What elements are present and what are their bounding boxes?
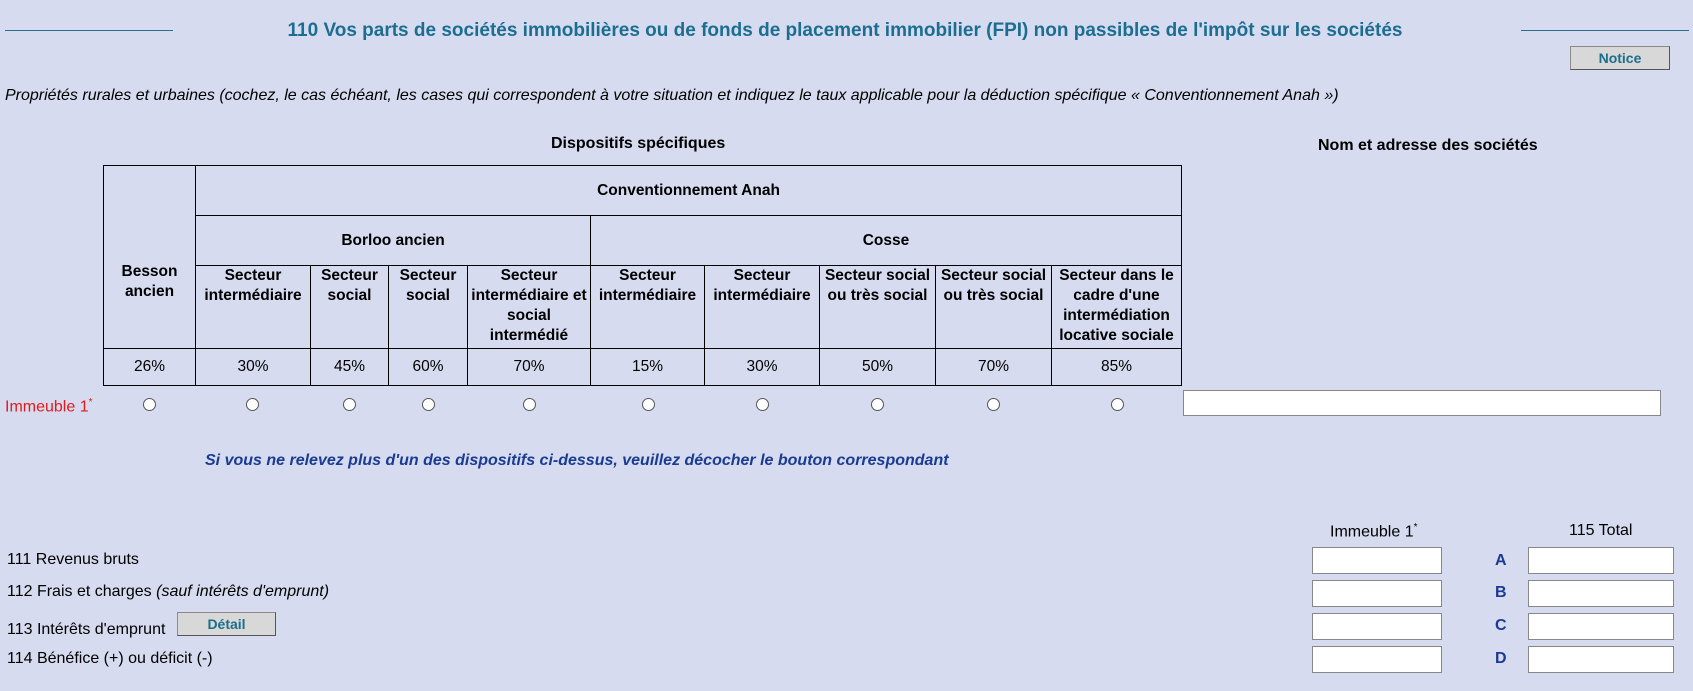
uncheck-note: Si vous ne relevez plus d'un des dispositifs ci-dessus, veuillez décocher le bouton correspondant [205,452,949,469]
input-115-total-c[interactable] [1528,613,1674,640]
sector-header: Secteur dans le cadre d'une intermédiation locative sociale [1052,266,1182,349]
sector-header: Secteur social ou très social [936,266,1052,349]
total-letter-c: C [1495,617,1507,634]
row-label-frais-charges-text: 112 Frais et charges [7,583,152,600]
row-label-benefice-deficit: 114 Bénéfice (+) ou déficit (-) [7,650,213,667]
rate-cell: 30% [705,349,820,386]
rate-cell: 60% [389,349,468,386]
dispositifs-title: Dispositifs spécifiques [551,135,726,152]
row-label-interets-emprunt: 113 Intérêts d'emprunt [7,621,166,638]
required-mark: * [88,397,93,408]
total-letter-d: D [1495,650,1507,667]
radio-cosse-intermediaire-30[interactable] [756,398,769,411]
title-rule-left [5,30,173,31]
societes-title: Nom et adresse des sociétés [1318,137,1538,154]
input-115-total-d[interactable] [1528,646,1674,673]
col-immeuble-1-text: Immeuble 1 [1330,523,1414,541]
row-label-frais-charges [7,583,329,601]
sector-header: Secteur intermédiaire [591,266,705,349]
radio-borloo-intermediaire-30[interactable] [246,398,259,411]
detail-button[interactable]: Détail [177,612,276,636]
rate-cell: 70% [468,349,591,386]
header-besson-ancien: Besson ancien [104,166,196,349]
rate-cell: 30% [196,349,311,386]
sector-header: Secteur intermédiaire [196,266,311,349]
sector-header: Secteur social [311,266,389,349]
radio-borloo-intermediaire-social-70[interactable] [523,398,536,411]
rate-cell: 15% [591,349,705,386]
total-letter-b: B [1495,584,1507,601]
sector-header: Secteur social [389,266,468,349]
radio-borloo-social-60[interactable] [422,398,435,411]
input-113-immeuble-1[interactable] [1312,613,1442,640]
title-rule-right [1521,30,1689,31]
sector-header: Secteur social ou très social [820,266,936,349]
intro-text: Propriétés rurales et urbaines (cochez, le cas échéant, les cases qui correspondent à votre situation et indiquez le taux applicable pour la déduction spécifique « Conventionnement Anah ») [5,87,1339,104]
header-conventionnement-anah: Conventionnement Anah [196,166,1182,216]
section-title: 110 Vos parts de sociétés immobilières ou de fonds de placement immobilier (FPI) non passibles de l'impôt sur les sociétés [287,20,1403,41]
rate-cell: 26% [104,349,196,386]
dispositifs-table [103,165,1182,386]
input-115-total-a[interactable] [1528,547,1674,574]
sector-header: Secteur intermédiaire [705,266,820,349]
immeuble-1-label [5,397,93,416]
row-note-frais-charges: (sauf intérêts d'emprunt) [156,583,330,600]
input-115-total-b[interactable] [1528,580,1674,607]
immeuble-1-label-text: Immeuble 1 [5,398,89,416]
radio-besson-26[interactable] [143,398,156,411]
societe-name-address-input[interactable] [1183,390,1661,416]
rate-cell: 85% [1052,349,1182,386]
rate-cell: 70% [936,349,1052,386]
required-mark: * [1413,522,1418,533]
radio-cosse-social-70[interactable] [987,398,1000,411]
col-total-header: 115 Total [1569,522,1633,539]
notice-button[interactable]: Notice [1570,46,1670,70]
radio-borloo-social-45[interactable] [343,398,356,411]
col-immeuble-1-header [1330,522,1418,541]
row-label-revenus-bruts: 111 Revenus bruts [7,551,139,568]
header-cosse: Cosse [591,216,1182,266]
radio-cosse-intermediaire-15[interactable] [642,398,655,411]
input-112-immeuble-1[interactable] [1312,580,1442,607]
radio-cosse-intermediation-85[interactable] [1111,398,1124,411]
total-letter-a: A [1495,552,1507,569]
radio-cosse-social-50[interactable] [871,398,884,411]
rate-cell: 45% [311,349,389,386]
input-111-immeuble-1[interactable] [1312,547,1442,574]
header-borloo-ancien: Borloo ancien [196,216,591,266]
input-114-immeuble-1[interactable] [1312,646,1442,673]
rate-cell: 50% [820,349,936,386]
sector-header: Secteur intermédiaire et social intermédié [468,266,591,349]
